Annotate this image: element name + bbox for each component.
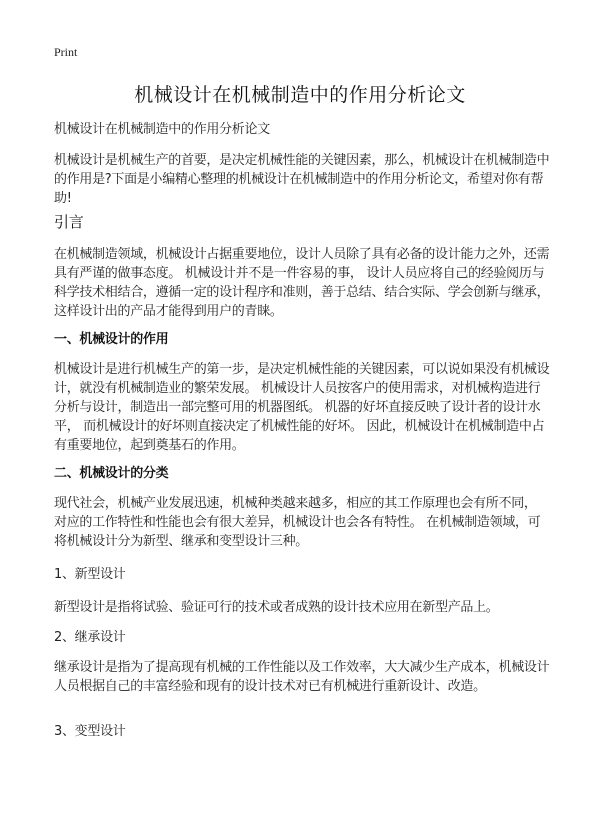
paragraph: 继承设计是指为了提高现有机械的工作性能以及工作效率，大大减少生产成本，机械设计人员根据自己的丰富经验和现有的设计技术对已有机械进行重新设计、改造。 <box>54 660 550 694</box>
subsection-1-body <box>54 598 550 617</box>
section-2-body <box>54 494 550 551</box>
paragraph: 现代社会，机械产业发展迅速，机械种类越来越多，相应的其工作原理也会有所不同， 对应的工作特性和性能也会有很大差异，机械设计也会各有特性。 在机械制造领域，可将机械设计分为新型、继承和变型设计三种。 <box>54 496 541 549</box>
subsection-3-heading <box>54 722 550 741</box>
intro-text: 机械设计是机械生产的首要，是决定机械性能的关键因素，那么，机械设计在机械制造中的作用是?下面是小编精心整理的机械设计在机械制造中的作用分析论文，希望对你有帮助! <box>54 153 550 206</box>
section-1-heading <box>54 330 550 349</box>
section-heading: 一、机械设计的作用 <box>54 332 169 347</box>
section-heading: 二、机械设计的分类 <box>54 466 169 481</box>
paragraph: 新型设计是指将试验、验证可行的技术或者成熟的设计技术应用在新型产品上。 <box>54 600 499 615</box>
subsection-1-heading <box>54 565 550 584</box>
subsection-heading: 1、新型设计 <box>54 567 126 582</box>
section-heading: 引言 <box>54 213 84 231</box>
section-1-body <box>54 360 550 455</box>
paragraph: 机械设计是进行机械生产的第一步，是决定机械性能的关键因素，可以说如果没有机械设计，就没有机械制造业的繁荣发展。 机械设计人员按客户的使用需求，对机械构造进行分析与设计，制造出一部完整可用的机器图纸。 机器的好坏直接反映了设计者的设计水平， 而机械设计的好坏则直接决定了机械性能的好坏。 因此，机械设计在机械制造中占有重要地位，起到奠基石的作用。 <box>54 362 550 453</box>
subsection-2-body <box>54 658 550 696</box>
document-subtitle <box>54 120 550 139</box>
subtitle-text: 机械设计在机械制造中的作用分析论文 <box>54 122 270 137</box>
subsection-heading: 3、变型设计 <box>54 724 126 739</box>
page-title: 机械设计在机械制造中的作用分析论文 <box>134 84 466 106</box>
paragraph: 在机械制造领域，机械设计占据重要地位，设计人员除了具有必备的设计能力之外，还需具有严谨的做事态度。 机械设计并不是一件容易的事， 设计人员应将自己的经验阅历与科学技术相结合，遵循一定的设计程序和准则，善于总结、结合实际、学会创新与继承，这样设计出的产品才能得到用户的青睐。 <box>54 247 550 319</box>
section-2-heading <box>54 464 550 483</box>
subsection-heading: 2、继承设计 <box>54 630 126 645</box>
section-intro-body <box>54 245 550 321</box>
print-label[interactable]: Print <box>54 45 78 59</box>
section-intro-heading <box>54 213 550 232</box>
intro-paragraph <box>54 151 550 208</box>
subsection-2-heading <box>54 628 550 647</box>
